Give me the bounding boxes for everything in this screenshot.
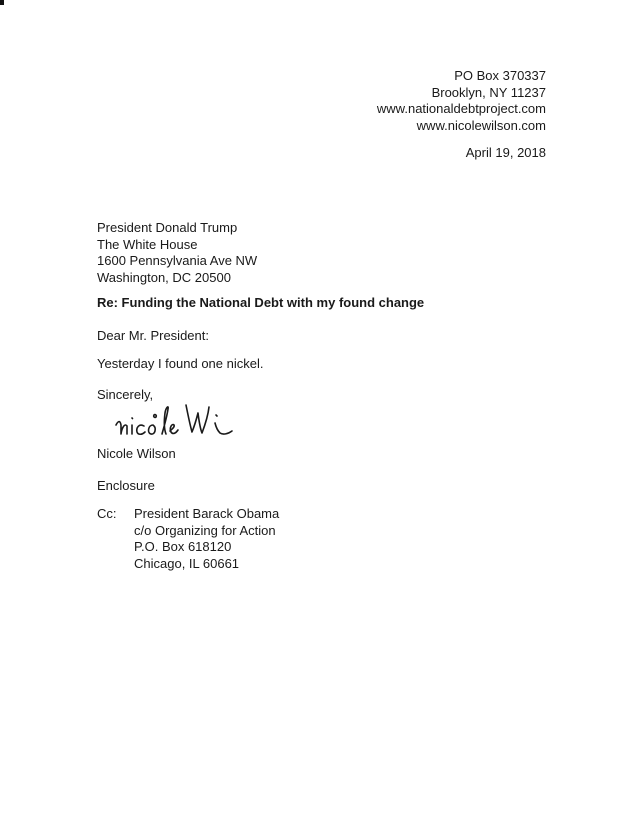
recipient-address-block <box>97 220 257 286</box>
recipient-org: The White House <box>97 236 198 252</box>
cc-name: President Barack Obama <box>134 506 280 521</box>
closing: Sincerely, <box>97 387 154 402</box>
recipient-name: President Donald Trump <box>97 220 238 235</box>
signer-name: Nicole Wilson <box>97 446 176 461</box>
cc-address-block <box>134 506 279 572</box>
cc-label: Cc: <box>97 506 117 521</box>
cc-city: Chicago, IL 60661 <box>134 555 240 571</box>
letter-body: Yesterday I found one nickel. <box>97 356 264 371</box>
sender-address-line1: PO Box 370337 <box>454 68 546 83</box>
recipient-street: 1600 Pennsylvania Ave NW <box>97 253 258 268</box>
subject-line: Re: Funding the National Debt with my found change <box>97 295 425 310</box>
scan-corner-mark <box>0 0 4 5</box>
cc-org: c/o Organizing for Action <box>134 522 276 538</box>
sender-website1: www.nationaldebtproject.com <box>376 101 546 116</box>
salutation: Dear Mr. President: <box>97 328 209 343</box>
enclosure-note: Enclosure <box>97 478 155 493</box>
letter-date: April 19, 2018 <box>465 145 546 160</box>
sender-website2: www.nicolewilson.com <box>416 117 546 133</box>
handwritten-signature <box>112 401 242 445</box>
sender-address-block <box>377 68 546 134</box>
recipient-city: Washington, DC 20500 <box>97 269 231 285</box>
sender-address-line2: Brooklyn, NY 11237 <box>431 84 546 100</box>
cc-box: P.O. Box 618120 <box>134 539 232 554</box>
